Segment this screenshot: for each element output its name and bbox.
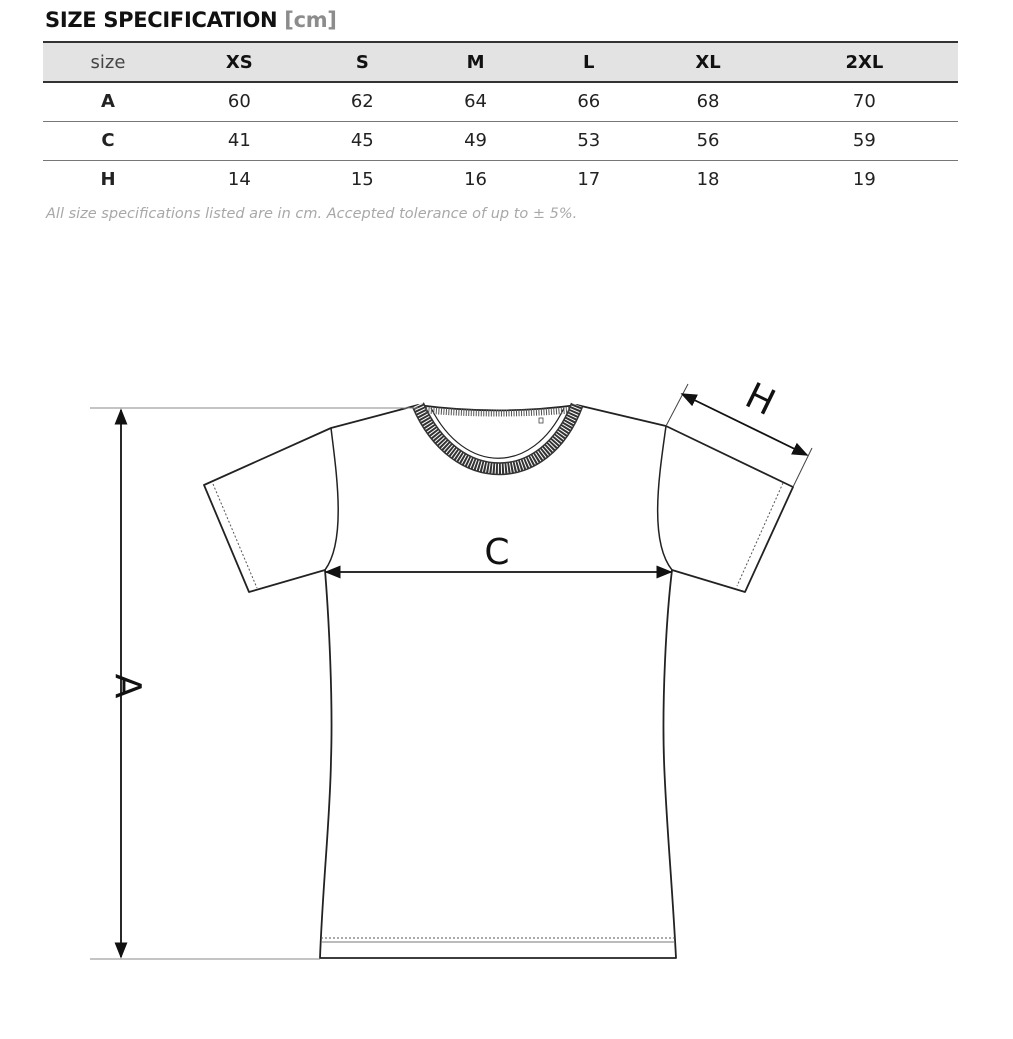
table-cell: 15 — [350, 169, 374, 191]
size-header: L — [532, 42, 645, 82]
corner-label: size — [43, 42, 173, 82]
table-cell: 62 — [306, 82, 419, 121]
size-header: XL — [645, 42, 770, 82]
dimension-a-label: A — [107, 673, 148, 699]
size-header: XS — [173, 42, 306, 82]
size-header: 2XL — [771, 42, 958, 82]
row-label: H — [100, 169, 116, 191]
table-cell: 53 — [532, 121, 645, 160]
row-label: A — [43, 82, 173, 121]
dimension-c-label: C — [484, 532, 510, 573]
size-header: S — [306, 42, 419, 82]
table-cell: 17 — [577, 169, 601, 191]
table-cell: 45 — [306, 121, 419, 160]
table-cell: 18 — [696, 169, 720, 191]
dimension-h-label: H — [738, 375, 782, 425]
title-text: SIZE SPECIFICATION — [45, 8, 278, 32]
table-cell: 16 — [464, 169, 487, 191]
tolerance-note: All size specifications listed are in cm. Accepted tolerance of up to ± 5%. — [46, 206, 578, 222]
table-cell: 66 — [532, 82, 645, 121]
table-cell: 56 — [645, 121, 770, 160]
table-cell: 60 — [173, 82, 306, 121]
table-cell: 59 — [771, 121, 958, 160]
dimension-h-guide-left — [666, 384, 688, 426]
table-cell: 14 — [227, 169, 251, 191]
dimension-h-guide-right — [793, 448, 812, 487]
title-unit: [cm] — [284, 8, 337, 32]
tshirt-outline — [204, 405, 793, 958]
table-cell: 49 — [419, 121, 532, 160]
row-label: C — [43, 121, 173, 160]
size-header: M — [419, 42, 532, 82]
table-cell: 64 — [419, 82, 532, 121]
table-cell: 70 — [771, 82, 958, 121]
table-cell: 19 — [852, 169, 876, 191]
table-cell: 68 — [645, 82, 770, 121]
table-cell: 41 — [173, 121, 306, 160]
